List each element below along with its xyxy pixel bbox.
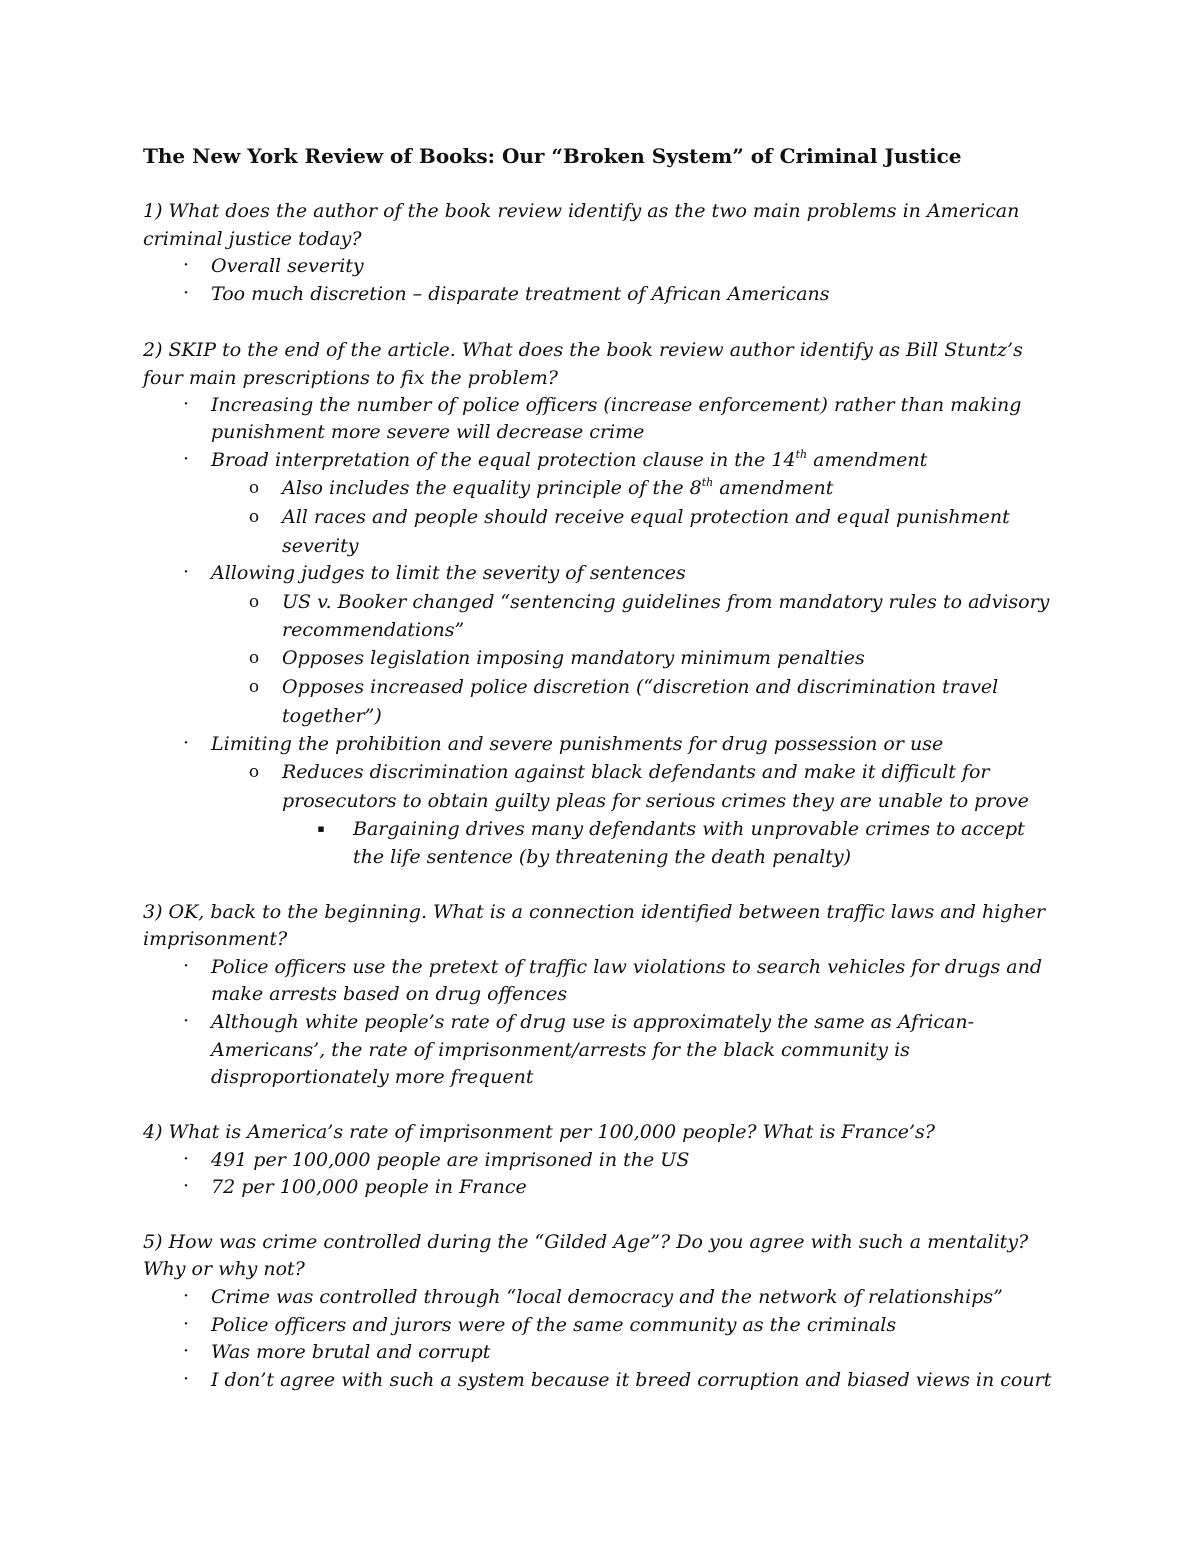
q2-answer-2-tail: amendment (807, 449, 928, 471)
q2-answer-3-sub-3-line-2: together”) (282, 705, 382, 727)
bullet-icon: · (183, 1014, 189, 1029)
bullet-icon: · (183, 1344, 189, 1359)
q2-answer-2-sub-1-tail: amendment (713, 477, 834, 499)
q5-question-line-1: 5) How was crime controlled during the “Gilded Age”? Do you agree with such a mentality? (143, 1231, 1029, 1253)
q2-answer-3-sub-2: Opposes legislation imposing mandatory minimum penalties (282, 647, 865, 669)
q1-answer-2: Too much discretion – disparate treatment of African Americans (211, 283, 830, 305)
q2-answer-2-sub-2-line-2: severity (282, 535, 359, 557)
bullet-icon: · (183, 1372, 189, 1387)
q2-question-line-1: 2) SKIP to the end of the article. What does the book review author identify as Bill Stuntz’s (143, 339, 1023, 361)
q2-answer-4-sub-1-sub-1-line-1: Bargaining drives many defendants with unprovable crimes to accept (353, 818, 1025, 840)
bullet-icon: · (183, 736, 189, 751)
q5-answer-4: I don’t agree with such a system because it breed corruption and biased views in court (211, 1369, 1052, 1391)
bullet-icon: · (183, 1317, 189, 1332)
q3-answer-2-line-1: Although white people’s rate of drug use is approximately the same as African- (211, 1011, 974, 1033)
q2-answer-2-superscript: th (795, 447, 808, 461)
q2-answer-2-sub-2-line-1: All races and people should receive equal protection and equal punishment (282, 506, 1010, 528)
q2-answer-2 (211, 446, 927, 474)
q5-answer-2: Police officers and jurors were of the same community as the criminals (211, 1314, 897, 1336)
circle-bullet-icon: o (248, 478, 260, 498)
q4-answer-1: 491 per 100,000 people are imprisoned in the US (211, 1149, 690, 1171)
q2-answer-3-sub-1-line-1: US v. Booker changed “sentencing guidelines from mandatory rules to advisory (282, 591, 1050, 613)
q4-answer-2: 72 per 100,000 people in France (211, 1176, 527, 1198)
q1-question-line-1: 1) What does the author of the book review identify as the two main problems in American (143, 200, 1020, 222)
q2-answer-3: Allowing judges to limit the severity of sentences (211, 562, 686, 584)
bullet-icon: · (183, 1289, 189, 1304)
q2-answer-2-sub-1-text: Also includes the equality principle of the 8 (282, 477, 702, 499)
bullet-icon: · (183, 1179, 189, 1194)
bullet-icon: · (183, 565, 189, 580)
q3-answer-1-line-1: Police officers use the pretext of traffic law violations to search vehicles for drugs and (211, 956, 1042, 978)
bullet-icon: · (183, 452, 189, 467)
q2-answer-2-text: Broad interpretation of the equal protection clause in the 14 (211, 449, 796, 471)
q2-answer-1-line-1: Increasing the number of police officers (increase enforcement) rather than making (211, 394, 1022, 416)
square-bullet-icon: ▪ (317, 822, 325, 835)
q3-answer-1-line-2: make arrests based on drug offences (211, 983, 568, 1005)
q1-question-line-2: criminal justice today? (143, 228, 362, 250)
circle-bullet-icon: o (248, 648, 260, 668)
q2-answer-2-sub-1-superscript: th (701, 475, 714, 489)
circle-bullet-icon: o (248, 762, 260, 782)
q5-answer-1: Crime was controlled through “local democracy and the network of relationships” (211, 1286, 1003, 1308)
bullet-icon: · (183, 959, 189, 974)
q3-question-line-2: imprisonment? (143, 928, 288, 950)
circle-bullet-icon: o (248, 677, 260, 697)
q3-answer-2-line-3: disproportionately more frequent (211, 1066, 534, 1088)
circle-bullet-icon: o (248, 507, 260, 527)
q2-answer-1-line-2: punishment more severe will decrease crime (211, 421, 645, 443)
q2-answer-3-sub-1-line-2: recommendations” (282, 619, 465, 641)
bullet-icon: · (183, 286, 189, 301)
q5-question-line-2: Why or why not? (143, 1258, 305, 1280)
document-title: The New York Review of Books: Our “Broken System” of Criminal Justice (143, 144, 962, 168)
circle-bullet-icon: o (248, 592, 260, 612)
bullet-icon: · (183, 258, 189, 273)
q2-answer-4-sub-1-line-1: Reduces discrimination against black defendants and make it difficult for (282, 761, 990, 783)
bullet-icon: · (183, 397, 189, 412)
q2-answer-4-sub-1-sub-1-line-2: the life sentence (by threatening the death penalty) (353, 846, 852, 868)
q5-answer-3: Was more brutal and corrupt (211, 1341, 491, 1363)
q2-answer-2-sub-1 (282, 474, 833, 502)
q2-question-line-2: four main prescriptions to fix the problem? (143, 367, 558, 389)
q1-answer-1: Overall severity (211, 255, 364, 277)
q4-question: 4) What is America’s rate of imprisonment per 100,000 people? What is France’s? (143, 1121, 935, 1143)
q2-answer-4-sub-1-line-2: prosecutors to obtain guilty pleas for serious crimes they are unable to prove (282, 790, 1029, 812)
q2-answer-3-sub-3-line-1: Opposes increased police discretion (“discretion and discrimination travel (282, 676, 999, 698)
bullet-icon: · (183, 1152, 189, 1167)
q3-question-line-1: 3) OK, back to the beginning. What is a connection identified between traffic laws and higher (143, 901, 1046, 923)
q2-answer-4: Limiting the prohibition and severe punishments for drug possession or use (211, 733, 944, 755)
q3-answer-2-line-2: Americans’, the rate of imprisonment/arrests for the black community is (211, 1039, 910, 1061)
